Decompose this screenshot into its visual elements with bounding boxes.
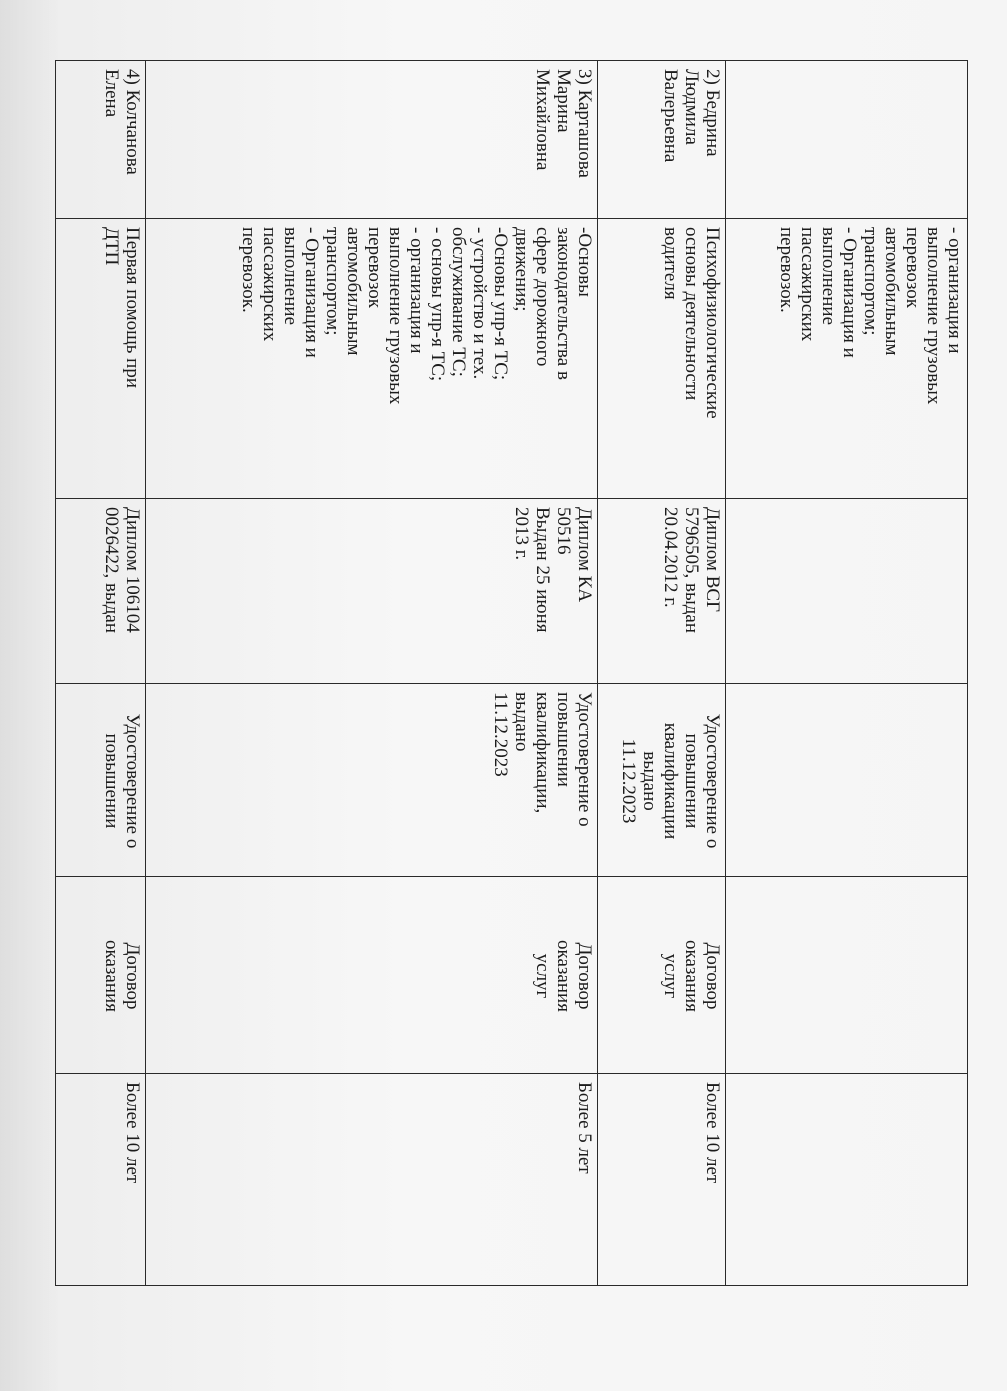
cell-experience: Более 10 лет (56, 1074, 146, 1286)
table-row (56, 61, 146, 1286)
page-edge-shadow (0, 0, 60, 1391)
cell-basis: Договор оказания услуг (146, 877, 598, 1074)
cell-qualification (726, 684, 968, 877)
cell-basis: Договор оказания (56, 877, 146, 1074)
cell-education: Диплом 106104 0026422, выдан (56, 499, 146, 684)
cell-education (726, 499, 968, 684)
cell-qualification: Удостоверение о повышении квалификации выдано 11.12.2023 (598, 684, 726, 877)
cell-name: 3) Карташова Марина Михайловна (146, 61, 598, 219)
cell-education: Диплом КА 50516 Выдан 25 июня 2013 г. (146, 499, 598, 684)
cell-experience: Более 5 лет (146, 1074, 598, 1286)
cell-basis: Договор оказания услуг (598, 877, 726, 1074)
table-row (598, 61, 726, 1286)
cell-subjects: -Основы законодательства в сфере дорожного движения; -Основы упр-я ТС; - устройство и тех. обслуживание ТС; - основы упр-я ТС; - организация и выполнение грузовых перевозок автомобильным транспортом; - Организация и выполнение пассажирских перевозок. (146, 219, 598, 499)
cell-subjects: - организация и выполнение грузовых перевозок автомобильным транспортом; - Организация и выполнение пассажирских перевозок. (726, 219, 968, 499)
cell-qualification: Удостоверение о повышении квалификации, выдано 11.12.2023 (146, 684, 598, 877)
cell-name: 4) Колчанова Елена (56, 61, 146, 219)
cell-qualification: Удостоверение о повышении (56, 684, 146, 877)
cell-name: 2) Бедрина Людмила Валерьевна (598, 61, 726, 219)
table-row (726, 61, 968, 1286)
cell-basis (726, 877, 968, 1074)
rotated-table-wrapper (56, 60, 968, 1285)
cell-experience (726, 1074, 968, 1286)
table-row (146, 61, 598, 1286)
cell-experience: Более 10 лет (598, 1074, 726, 1286)
staff-table (55, 60, 968, 1286)
cell-name (726, 61, 968, 219)
cell-subjects: Психофизиологические основы деятельности водителя (598, 219, 726, 499)
cell-subjects: Первая помощь при ДТП (56, 219, 146, 499)
cell-education: Диплом ВСГ 5796505, выдан 20.04.2012 г. (598, 499, 726, 684)
